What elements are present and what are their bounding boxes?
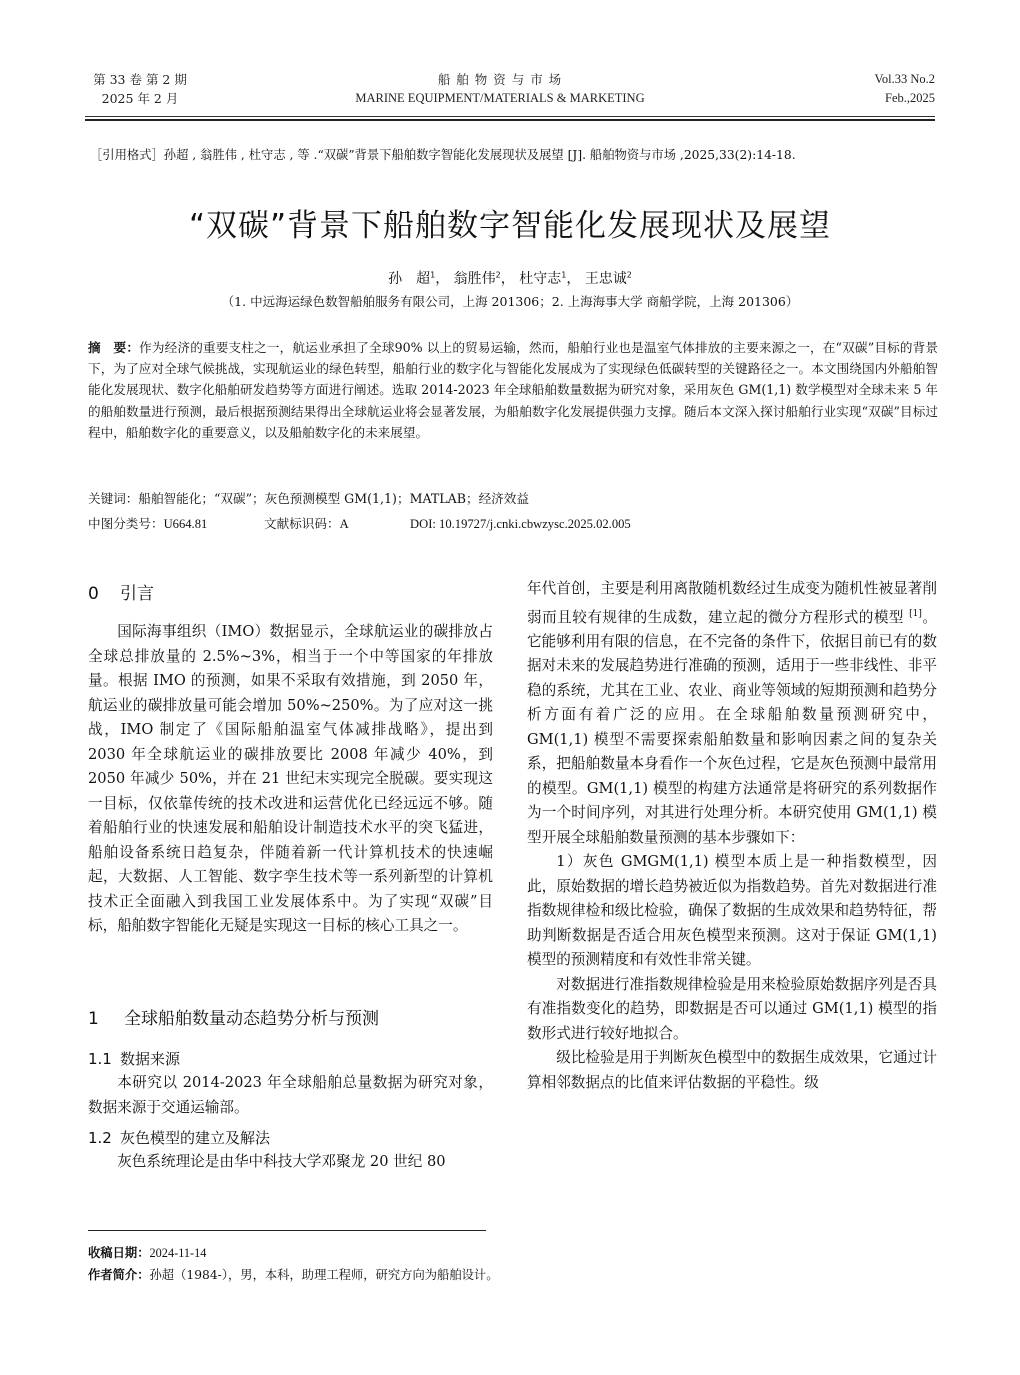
abstract-text: 作为经济的重要支柱之一，航运业承担了全球90% 以上的贸易运输，然而，船舶行业也是温室气体排放的主要来源之一，在“双碳”目标的背景下，为了应对全球气候挑战，实现航运业的绿色转型，船舶行业的数字化与智能化发展成为了实现绿色低碳转型的关键路径之一。本文围绕国内外船舶智能化发展现状、数字化船舶研发趋势等方面进行阐述。选取 2014-2023 年全球船舶数量数据为研究对象，采用灰色 GM(1,1) 数学模型对全球未来 5 年的船舶数量进行预测，最后根据预测结果得出全球航运业将会显著发展，为船舶数字化发展提供强力支撑。随后本文深入探讨船舶行业实现“双碳”目标过程中，船舶数字化的重要意义，以及船舶数字化的未来展望。 <box>88 340 939 440</box>
issue-date-en: Feb.,2025 <box>885 91 935 105</box>
author-bio <box>88 1265 499 1283</box>
subsection-heading-1-1 <box>88 1048 180 1069</box>
paragraph: 本研究以 2014-2023 年全球船舶总量数据为研究对象，数据来源于交通运输部。 <box>88 1074 493 1116</box>
intro-body <box>88 620 493 939</box>
clc-value: U664.81 <box>163 517 208 531</box>
section-number: 1 <box>88 1009 99 1029</box>
paragraph: 级比检验是用于判断灰色模型中的数据生成效果，它通过计算相邻数据点的比值来评估数据的平稳性。级 <box>527 1049 937 1091</box>
journal-name-en: MARINE EQUIPMENT/MATERIALS & MARKETING <box>355 91 645 105</box>
doi: DOI: 10.19727/j.cnki.cbwzysc.2025.02.005 <box>410 517 631 531</box>
citation-text: 孙超 , 翁胜伟 , 杜守志 , 等 .“双碳”背景下船舶数字智能化发展现状及展望 [J]. 船舶物资与市场 ,2025,33(2):14-18. <box>163 148 796 162</box>
keywords-text: 船舶智能化；“双碳”；灰色预测模型 GM(1,1)；MATLAB；经济效益 <box>138 491 529 506</box>
received-date <box>88 1243 206 1261</box>
paragraph <box>527 577 937 850</box>
paper-title: “双碳”背景下船舶数字智能化发展现状及展望 <box>188 208 832 244</box>
header-rule-thick <box>85 119 935 121</box>
paragraph-text: 年代首创，主要是利用离散随机数经过生成变为随机性被显著削弱而且较有规律的生成数，建立起的微分方程形式的模型 <box>527 580 937 626</box>
author-name: 杜守志 <box>519 271 562 287</box>
received-value: 2024-11-14 <box>149 1246 207 1260</box>
data-source-body <box>88 1071 493 1120</box>
paragraph: 国际海事组织（IMO）数据显示，全球航运业的碳排放占全球总排放量的 2.5%~3%，相当于一个中等国家的年排放量。根据 IMO 的预测，如果不采取有效措施，到 2050 年，航运业的碳排放量可能会增加 50%~250%。为了应对这一挑战，IMO 制定了《国际船舶温室气体减排战略》，提出到 2030 年全球航运业的碳排放要比 2008 年减少 40%，到 2050 年减少 50%，并在 21 世纪末实现完全脱碳。要实现这一目标，仅依靠传统的技术改进和运营优化已经远远不够。随着船舶行业的快速发展和船舶设计制造技术水平的突飞猛进，船舶设备系统日趋复杂，伴随着新一代计算机技术的快速崛起，大数据、人工智能、数字孪生技术等一系列新型的计算机技术正全面融入到我国工业发展体系中。为了实现“双碳”目标，船舶数字智能化无疑是实现这一目标的核心工具之一。 <box>88 623 493 934</box>
subsection-heading-1-2 <box>88 1127 270 1148</box>
issue-date: 2025 年 2 月 <box>101 91 179 106</box>
author-affil-mark: 2 <box>495 270 501 280</box>
classification-line <box>88 513 938 532</box>
subsection-title: 数据来源 <box>120 1050 181 1068</box>
author-list: 孙 超$^1$， 翁胜伟$^2$， 杜守志$^1$， 王忠诚$^2$ <box>388 270 632 287</box>
subsection-number: 1.1 <box>88 1050 112 1068</box>
doc-code-label: 文献标识码： <box>264 516 340 531</box>
author-bio-label: 作者简介： <box>88 1268 150 1282</box>
header-rule-thin <box>85 116 935 117</box>
keywords <box>88 488 938 507</box>
author-bio-value: 孙超（1984-），男，本科，助理工程师，研究方向为船舶设计。 <box>149 1268 499 1282</box>
right-column-body <box>527 577 937 1095</box>
section-title: 引言 <box>120 584 154 604</box>
author-affil-mark: 1 <box>561 270 567 280</box>
reference-mark: [1] <box>909 608 922 619</box>
citation-format <box>90 145 935 163</box>
author-affil-mark: 2 <box>626 270 632 280</box>
paragraph: 对数据进行准指数规律检验是用来检验原始数据序列是否具有准指数变化的趋势，即数据是否可以通过 GM(1,1) 模型的指数形式进行较好地拟合。 <box>527 975 937 1042</box>
journal-issue-cn <box>90 70 190 108</box>
received-label: 收稿日期： <box>88 1246 150 1260</box>
section-title: 全球船舶数量动态趋势分析与预测 <box>124 1009 379 1029</box>
journal-name <box>320 70 680 108</box>
clc-label: 中图分类号： <box>88 516 164 531</box>
paragraph-text: 。它能够利用有限的信息，在不完备的条件下，依据目前已有的数据对未来的发展趋势进行准确的预测，适用于一些非线性、非平稳的系统，尤其在工业、农业、商业等领域的短期预测和趋势分析方面有着广泛的应用。在全球船舶数量预测研究中，GM(1,1) 模型不需要探索船舶数量和影响因素之间的复杂关系，把船舶数量本身看作一个灰色过程，它是灰色预测中最常用的模型。GM(1,1) 模型的构建方法通常是将研究的系列数据作为一个时间序列，对其进行处理分析。本研究使用 GM(1,1) 模型开展全球船舶数量预测的基本步骤如下： <box>527 608 937 846</box>
subsection-number: 1.2 <box>88 1129 112 1147</box>
section-number: 0 <box>88 584 99 604</box>
abstract <box>88 337 938 443</box>
affiliation: （1. 中远海运绿色数智船舶服务有限公司，上海 201306；2. 上海海事大学 商船学院，上海 201306） <box>221 294 799 309</box>
paragraph: 1）灰色 GMGM(1,1) 模型本质上是一种指数模型，因此，原始数据的增长趋势被近似为指数趋势。首先对数据进行准指数规律检和级比检验，确保了数据的生成效果和趋势特征，帮助判断数据是否适合用灰色模型来预测。这对于保证 GM(1,1) 模型的预测精度和有效性非常关键。 <box>527 853 937 969</box>
author-name: 孙 超 <box>388 271 431 287</box>
keywords-label: 关键词： <box>88 491 139 506</box>
author-name: 王忠诚 <box>584 271 627 287</box>
footnote-rule <box>88 1230 486 1231</box>
subsection-title: 灰色模型的建立及解法 <box>120 1129 271 1147</box>
journal-issue-en <box>830 70 935 108</box>
author-name: 翁胜伟 <box>453 271 496 287</box>
section-heading-intro <box>88 579 154 604</box>
doc-code-value: A <box>339 517 349 531</box>
section-heading-1 <box>88 1004 379 1029</box>
citation-label: ［引用格式］ <box>90 148 164 162</box>
journal-name-cn: 船 舶 物 资 与 市 场 <box>437 72 563 87</box>
paragraph: 灰色系统理论是由华中科技大学邓聚龙 20 世纪 80 <box>117 1153 446 1170</box>
issue-volume: 第 33 卷 第 2 期 <box>93 72 187 87</box>
grey-model-body-start <box>88 1150 493 1175</box>
author-affil-mark: 1 <box>430 270 436 280</box>
abstract-label: 摘 要： <box>88 340 140 355</box>
issue-volume-en: Vol.33 No.2 <box>874 72 935 86</box>
